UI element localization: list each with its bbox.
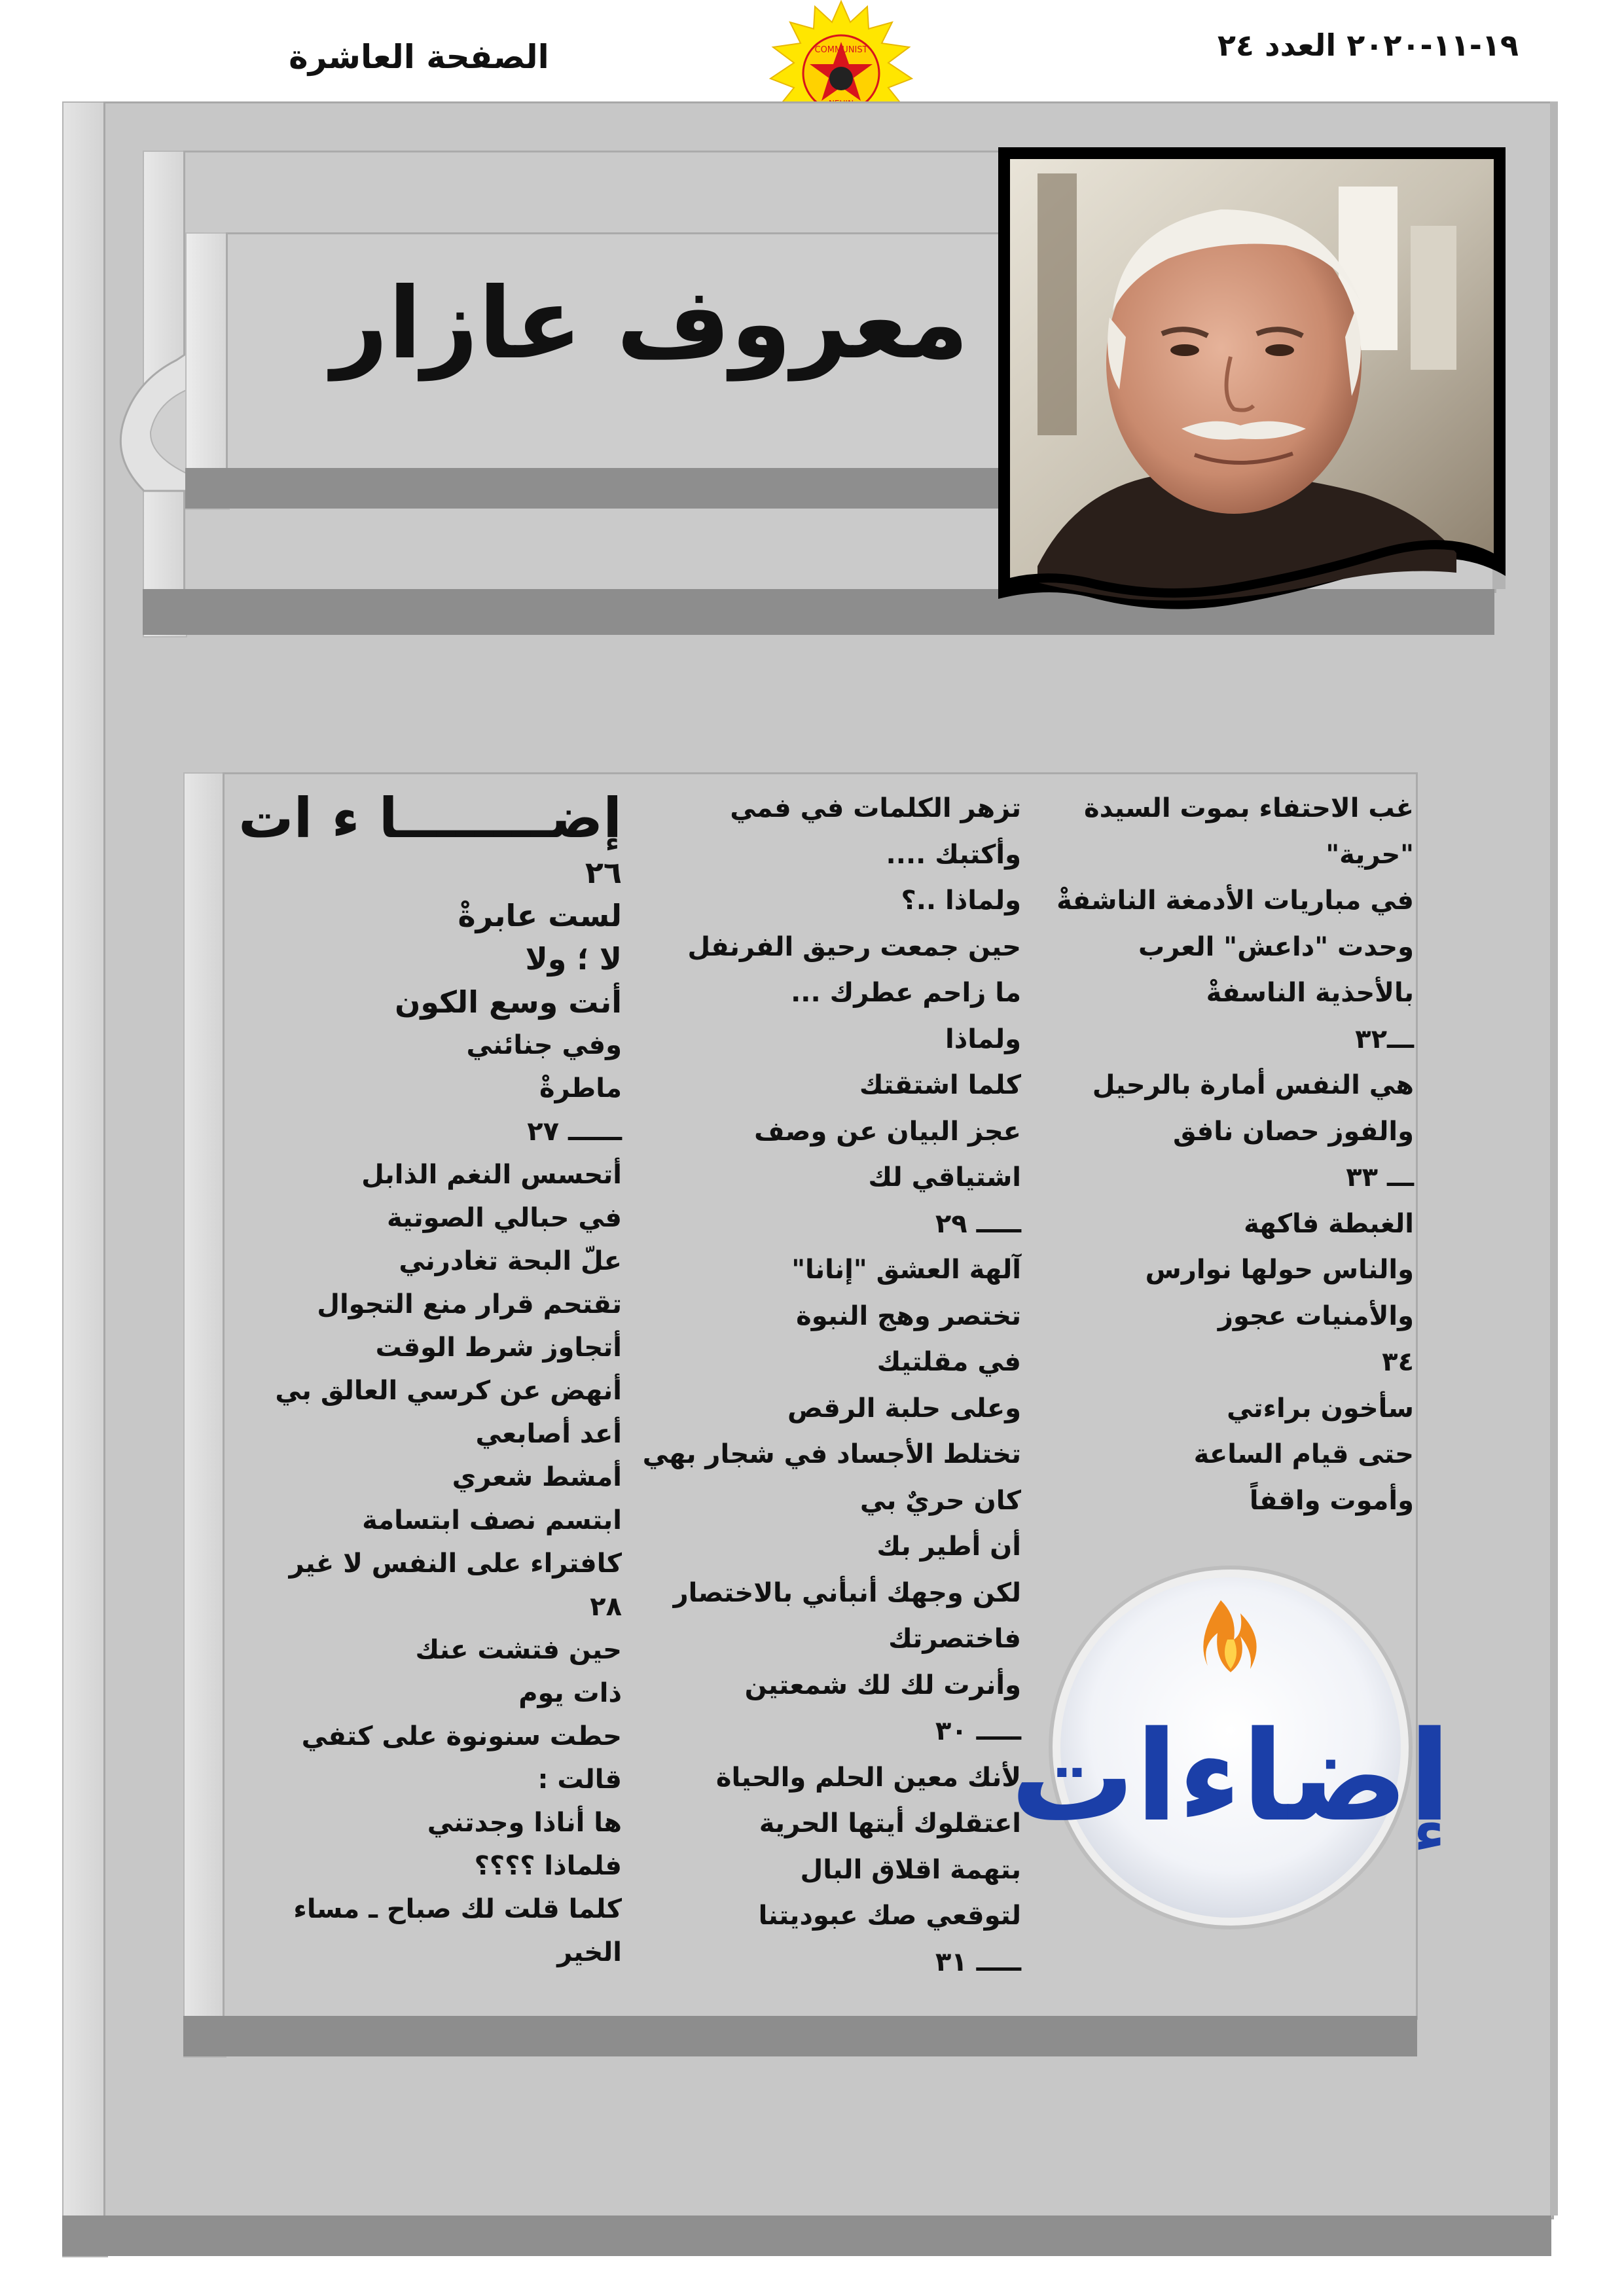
poem-line: كافتراء على النفس لا غير [289,1549,622,1579]
poem-column-left [238,785,622,1974]
poem-line: في مباريات الأدمغة الناشفةْ [1056,886,1414,916]
decorative-notch [98,347,196,491]
poem-line: فاختصرتك [888,1624,1021,1654]
poem-line: حين فتشت عنك [415,1635,622,1665]
section-title: إضــــــــا ء ات [238,786,622,850]
poem-line: حتى قيام الساعة [1193,1439,1414,1469]
poem-line-bold: أنت وسع الكون [395,984,622,1020]
poem-line: والأمنيات عجوز [1218,1300,1414,1331]
slab-right-edge [1550,101,1558,2215]
poem-line-bold: لا ؛ ولا [525,941,622,977]
poem-line: وعلى حلبة الرقص [787,1393,1021,1424]
poem-line: قالت : [537,1765,622,1795]
poem-line: آلهة العشق "إنانا" [791,1255,1021,1285]
badge-text: إضاءات [1010,1704,1451,1849]
poem-number: ـــــ ٣٠ [935,1716,1021,1746]
poem-line: كلما قلت لك صباح ـ مساء [293,1894,622,1924]
poem-line: وأموت واقفاً [1249,1485,1414,1516]
author-name: معروف عازار [331,267,969,381]
poem-line: أعد أصابعي [475,1419,622,1449]
poem-line: أتحسس النغم الذابل [361,1160,622,1190]
poem-line: عجز البيان عن وصف [754,1116,1021,1147]
poem-number: ٣٤ [1382,1347,1414,1377]
slab-bottom-shadow [62,2215,1551,2256]
poem-line: حين جمعت رحيق الفرنفل [687,931,1021,962]
poem-number: ٢٨ [590,1592,622,1622]
poem-line: والناس حولها نوارس [1145,1255,1414,1285]
poem-line: أمشط شعري [452,1462,622,1492]
poem-line-bold: لست عابرةْ [458,898,622,933]
poem-line: تقتحم قرار منع التجوال [317,1289,622,1319]
poem-line: حطت سنونوة على كتفي [301,1721,622,1751]
idaat-badge [1010,1561,1451,1934]
poem-box-shadow [183,2016,1417,2056]
name-plate-shadow [185,468,1011,509]
poem-line: تزهر الكلمات في فمي [730,793,1021,823]
poem-column-right [1047,785,1414,1524]
author-portrait [998,147,1506,645]
poem-line: كان حريٌ بي [859,1485,1021,1516]
poem-line: ولماذا [945,1024,1021,1054]
poem-number: ــــــ ٢٧ [527,1117,622,1147]
poem-line: والفوز حصان نافق [1172,1116,1414,1147]
poem-line: الخير [557,1937,622,1967]
poem-line: الغبطة فاكهة [1244,1208,1414,1239]
poem-line: في مقلتيك [876,1347,1021,1377]
poem-line: أتجاوز شرط الوقت [375,1333,622,1363]
poem-line: فلماذا ؟؟؟؟ [474,1851,622,1881]
poem-line: اعتقلوك أيتها الحرية [759,1808,1021,1839]
poem-line: لأنك معين الحلم والحياة [715,1762,1021,1793]
poem-line: ذات يوم [518,1678,622,1708]
poem-line: هي النفس أمارة بالرحيل [1092,1070,1414,1100]
poem-line: كلما اشتقتك [859,1070,1021,1100]
poem-line: وفي جنائني [466,1030,622,1060]
poem-line: بتهمة اقلاق البال [800,1854,1021,1885]
poem-number: ـــــ ٣١ [935,1946,1021,1977]
poem-line: لتوقعي صك عبوديتنا [758,1901,1021,1931]
poem-line: علّ البحة تغادرني [399,1246,622,1276]
issue-date: ١٩-١١-٢٠٢٠ العدد ٢٤ [1217,27,1519,63]
poem-number: ٢٦ [585,855,622,890]
poem-line: تختصر وهج النبوة [796,1300,1021,1331]
poem-column-middle [641,785,1021,1985]
poem-line: بالأحذية الناسفةْ [1206,978,1414,1008]
poem-line: اشتياقي لك [868,1162,1021,1193]
poem-line: وحدت "داعش" العرب [1138,931,1414,962]
poem-line: ابتسم نصف ابتسامة [362,1505,622,1535]
poem-line: سأخون براءتي [1227,1393,1414,1424]
poem-box-left-bevel [183,772,226,2058]
poem-number: ـــ٣٢ [1355,1024,1414,1054]
poem-line: تختلط الأجساد في شجار بهي [642,1439,1021,1469]
logo-text-top: COMMUNIST [814,45,868,55]
poem-line: وأكتبك .... [886,839,1021,870]
poem-number: ـــــ ٢٩ [935,1208,1021,1239]
poem-line: لكن وجهك أنبأني بالاختصار [673,1577,1021,1608]
poem-line: "حرية" [1326,839,1414,870]
poem-line: في حبالي الصوتية [386,1203,622,1233]
poem-number: ـــ ٣٣ [1346,1162,1414,1193]
poem-line: ما زاحم عطرك ... [791,978,1021,1008]
poem-line: وأنرت لك لك شمعتين [744,1670,1021,1700]
poem-line: ولماذا ..؟ [901,886,1021,916]
poem-line: أنهض عن كرسي العالق بي [275,1376,622,1406]
poem-line: ها أناذا وجدتني [427,1808,622,1838]
poem-line: أن أطير بك [876,1532,1021,1562]
poem-line: ماطرةْ [539,1073,622,1103]
page-label: الصفحة العاشرة [289,38,549,76]
poem-line: غب الاحتفاء بموت السيدة [1084,793,1414,823]
